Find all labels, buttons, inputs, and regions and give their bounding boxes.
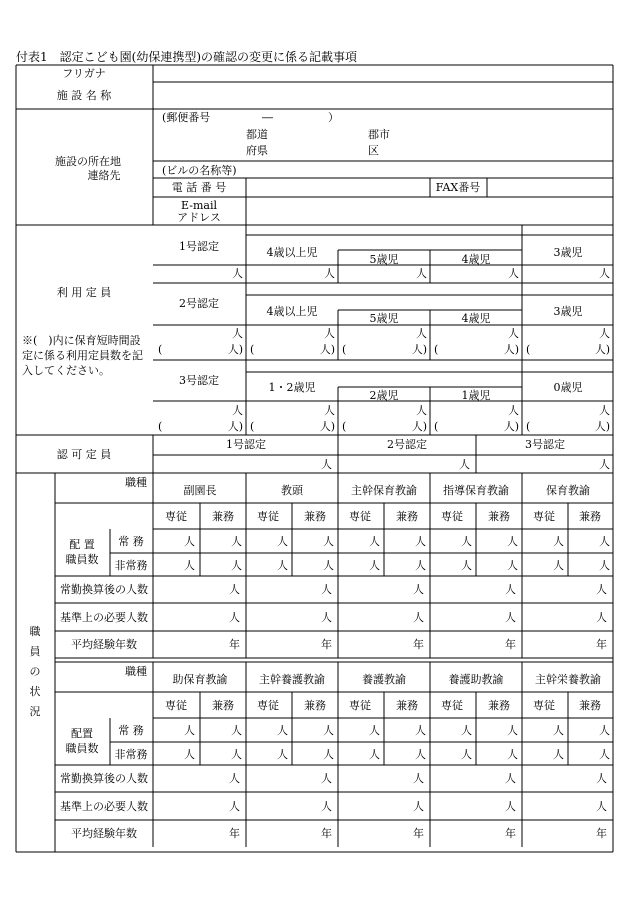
staff2-fte-unit: 人 xyxy=(413,772,424,785)
staff2-jokin-label: 常 務 xyxy=(118,724,144,737)
staff2-hijokin-label: 非常務 xyxy=(114,748,148,761)
cap1-unit: 人 xyxy=(232,267,243,280)
staff2-avg-exp-unit: 年 xyxy=(505,827,516,840)
staff1-hijokin-unit: 人 xyxy=(277,559,288,572)
cap1-unit: 人 xyxy=(599,267,610,280)
staff2-hijokin-unit: 人 xyxy=(553,748,564,761)
staff-label-char: 職 xyxy=(29,625,41,638)
staff1-fte-label: 常勤換算後の人数 xyxy=(60,583,148,596)
staff2-role: 養護助教諭 xyxy=(448,673,504,686)
staff2-avg-exp-label: 平均経験年数 xyxy=(71,827,137,840)
staff1-avg-exp-unit: 年 xyxy=(596,638,607,651)
staff1-required-label: 基準上の必要人数 xyxy=(60,611,148,624)
contact-label: 連絡先 xyxy=(87,169,121,182)
staff1-fte-unit: 人 xyxy=(505,583,516,596)
staff2-jokin-unit: 人 xyxy=(415,724,426,737)
capacity-label: 利 用 定 員 xyxy=(56,286,112,299)
staff1-hijokin-unit: 人 xyxy=(323,559,334,572)
city-label-1: 郡市 xyxy=(368,128,390,141)
cap2-age5-label: 5歳児 xyxy=(369,312,399,325)
cap3-paren-open: ( xyxy=(342,420,347,433)
staff2-jokin-unit: 人 xyxy=(277,724,288,737)
cap-nin1-label: 1号認定 xyxy=(179,240,219,253)
staff1-hijokin-label: 非常務 xyxy=(114,559,148,572)
staff2-required-unit: 人 xyxy=(321,800,332,813)
approved-nin2-label: 2号認定 xyxy=(387,438,427,451)
building-label: (ビルの名称等) xyxy=(162,164,237,177)
prefecture-label-2: 府県 xyxy=(246,144,268,157)
form-title: 付表1 認定こども園(幼保連携型)の確認の変更に係る記載事項 xyxy=(16,50,358,64)
staff2-fte-unit: 人 xyxy=(229,772,240,785)
cap3-paren-open: ( xyxy=(526,420,531,433)
postal-dash: ― xyxy=(262,111,273,124)
staff1-role: 教頭 xyxy=(281,484,303,497)
staff1-hijokin-unit: 人 xyxy=(231,559,242,572)
staff2-senju: 専従 xyxy=(441,699,463,712)
staff1-avg-exp-unit: 年 xyxy=(229,638,240,651)
cap3-age12-label: 1・2歳児 xyxy=(268,381,316,394)
staff1-senju: 専従 xyxy=(257,510,279,523)
cap2-paren-open: ( xyxy=(434,343,439,356)
postal-close: ） xyxy=(328,111,339,124)
cap-nin2-label: 2号認定 xyxy=(179,297,219,310)
cap3-paren-close: 人) xyxy=(411,420,427,433)
staff2-required-unit: 人 xyxy=(229,800,240,813)
staff1-required-unit: 人 xyxy=(505,611,516,624)
cap1-age5-label: 5歳児 xyxy=(369,253,399,266)
staff2-jokin-unit: 人 xyxy=(184,724,195,737)
staff1-kenmu: 兼務 xyxy=(304,510,326,523)
staff2-hijokin-unit: 人 xyxy=(415,748,426,761)
staff1-jokin-unit: 人 xyxy=(553,535,564,548)
cap2-unit: 人 xyxy=(599,327,610,340)
staff2-role: 主幹養護教諭 xyxy=(259,673,325,686)
cap2-age4-label: 4歳以上児 xyxy=(266,305,318,318)
cap2-paren-open: ( xyxy=(526,343,531,356)
staff2-hijokin-unit: 人 xyxy=(369,748,380,761)
email-label-2: アドレス xyxy=(177,211,221,224)
staff1-jokin-label: 常 務 xyxy=(118,535,144,548)
cap3-unit: 人 xyxy=(508,404,519,417)
cap2-paren-open: ( xyxy=(342,343,347,356)
staff2-hijokin-unit: 人 xyxy=(231,748,242,761)
cap2-unit: 人 xyxy=(324,327,335,340)
staff1-required-unit: 人 xyxy=(321,611,332,624)
staff1-role: 保育教諭 xyxy=(546,484,590,497)
cap2-paren-close: 人) xyxy=(319,343,335,356)
staff1-role: 主幹保育教諭 xyxy=(351,484,417,497)
staff1-role: 指導保育教諭 xyxy=(443,484,509,497)
cap1-unit: 人 xyxy=(416,267,427,280)
staff1-hijokin-unit: 人 xyxy=(369,559,380,572)
cap2-unit: 人 xyxy=(232,327,243,340)
cap-nin3-label: 3号認定 xyxy=(179,374,219,387)
staff1-jokin-unit: 人 xyxy=(323,535,334,548)
staff2-kenmu: 兼務 xyxy=(488,699,510,712)
staff1-kenmu: 兼務 xyxy=(488,510,510,523)
cap3-age0-label: 0歳児 xyxy=(553,381,583,394)
cap3-age1-label: 1歳児 xyxy=(461,389,491,402)
staff1-shokushu-label: 職種 xyxy=(125,476,147,489)
staff1-jokin-unit: 人 xyxy=(184,535,195,548)
capacity-note-3: 入してください。 xyxy=(22,364,110,377)
staff2-senju: 専従 xyxy=(257,699,279,712)
staff1-jokin-unit: 人 xyxy=(415,535,426,548)
approved-nin1-label: 1号認定 xyxy=(226,438,266,451)
staff1-avg-exp-unit: 年 xyxy=(505,638,516,651)
email-label-1: E-mail xyxy=(181,199,217,212)
cap1-unit: 人 xyxy=(508,267,519,280)
cap2-paren-open: ( xyxy=(158,343,163,356)
cap2-paren-close: 人) xyxy=(411,343,427,356)
staff1-kenmu: 兼務 xyxy=(579,510,601,523)
cap1-age4-label: 4歳以上児 xyxy=(266,246,318,259)
staff2-jokin-unit: 人 xyxy=(507,724,518,737)
staff2-kenmu: 兼務 xyxy=(396,699,418,712)
cap2-paren-close: 人) xyxy=(227,343,243,356)
staff2-avg-exp-unit: 年 xyxy=(321,827,332,840)
staff-label-char: 状 xyxy=(29,685,41,698)
staff1-senju: 専従 xyxy=(441,510,463,523)
staff-label-char: 員 xyxy=(29,645,41,658)
staff2-hijokin-unit: 人 xyxy=(277,748,288,761)
cap3-unit: 人 xyxy=(324,404,335,417)
staff1-avg-exp-unit: 年 xyxy=(413,638,424,651)
prefecture-label-1: 都道 xyxy=(246,128,268,141)
staff1-kenmu: 兼務 xyxy=(396,510,418,523)
staff1-fte-unit: 人 xyxy=(321,583,332,596)
approved-label: 認 可 定 員 xyxy=(56,448,112,461)
staff2-role: 養護教諭 xyxy=(362,673,406,686)
staff2-required-unit: 人 xyxy=(505,800,516,813)
cap2-unit: 人 xyxy=(416,327,427,340)
furigana-label: フリガナ xyxy=(62,67,106,80)
cap2-paren-open: ( xyxy=(250,343,255,356)
staff2-haichi-1: 配置 xyxy=(71,727,93,740)
cap1-unit: 人 xyxy=(324,267,335,280)
staff2-avg-exp-unit: 年 xyxy=(413,827,424,840)
staff2-kenmu: 兼務 xyxy=(304,699,326,712)
cap3-unit: 人 xyxy=(599,404,610,417)
staff1-jokin-unit: 人 xyxy=(277,535,288,548)
staff2-jokin-unit: 人 xyxy=(553,724,564,737)
postal-label: (郵便番号 xyxy=(162,111,211,124)
cap1-age3-label: 3歳児 xyxy=(553,246,583,259)
staff1-fte-unit: 人 xyxy=(229,583,240,596)
cap3-paren-close: 人) xyxy=(594,420,610,433)
cap3-paren-open: ( xyxy=(250,420,255,433)
staff2-hijokin-unit: 人 xyxy=(184,748,195,761)
staff2-kenmu: 兼務 xyxy=(579,699,601,712)
staff1-hijokin-unit: 人 xyxy=(184,559,195,572)
staff2-required-label: 基準上の必要人数 xyxy=(60,800,148,813)
approved-unit: 人 xyxy=(459,458,470,471)
staff-label-char: の xyxy=(29,665,41,678)
staff2-hijokin-unit: 人 xyxy=(323,748,334,761)
staff1-fte-unit: 人 xyxy=(596,583,607,596)
staff2-jokin-unit: 人 xyxy=(369,724,380,737)
cap3-paren-open: ( xyxy=(434,420,439,433)
facility-name-label: 施 設 名 称 xyxy=(56,89,112,102)
staff1-senju: 専従 xyxy=(165,510,187,523)
cap2-age3-label: 3歳児 xyxy=(553,305,583,318)
fax-label: FAX番号 xyxy=(435,181,481,194)
staff1-avg-exp-unit: 年 xyxy=(321,638,332,651)
staff2-fte-label: 常勤換算後の人数 xyxy=(60,772,148,785)
staff2-haichi-2: 職員数 xyxy=(65,742,99,755)
cap3-paren-close: 人) xyxy=(503,420,519,433)
staff1-fte-unit: 人 xyxy=(413,583,424,596)
staff1-haichi-1: 配 置 xyxy=(69,538,95,551)
cap2-paren-close: 人) xyxy=(503,343,519,356)
staff1-jokin-unit: 人 xyxy=(599,535,610,548)
staff1-required-unit: 人 xyxy=(413,611,424,624)
staff-label-char: 況 xyxy=(29,705,41,718)
tel-label: 電 話 番 号 xyxy=(171,181,227,194)
staff2-senju: 専従 xyxy=(349,699,371,712)
cap2-age4b-label: 4歳児 xyxy=(461,312,491,325)
staff2-fte-unit: 人 xyxy=(505,772,516,785)
staff1-hijokin-unit: 人 xyxy=(507,559,518,572)
staff2-required-unit: 人 xyxy=(413,800,424,813)
staff2-avg-exp-unit: 年 xyxy=(596,827,607,840)
staff2-role: 主幹栄養教諭 xyxy=(535,673,601,686)
staff1-senju: 専従 xyxy=(533,510,555,523)
staff2-senju: 専従 xyxy=(533,699,555,712)
staff2-kenmu: 兼務 xyxy=(212,699,234,712)
staff2-shokushu-label: 職種 xyxy=(125,665,147,678)
staff2-hijokin-unit: 人 xyxy=(461,748,472,761)
staff1-senju: 専従 xyxy=(349,510,371,523)
location-label: 施設の所在地 xyxy=(55,155,121,168)
cap3-paren-close: 人) xyxy=(319,420,335,433)
staff1-jokin-unit: 人 xyxy=(507,535,518,548)
staff2-hijokin-unit: 人 xyxy=(599,748,610,761)
cap3-unit: 人 xyxy=(232,404,243,417)
staff1-haichi-2: 職員数 xyxy=(65,553,99,566)
staff1-required-unit: 人 xyxy=(596,611,607,624)
staff2-jokin-unit: 人 xyxy=(323,724,334,737)
cap3-unit: 人 xyxy=(416,404,427,417)
staff2-senju: 専従 xyxy=(165,699,187,712)
staff2-role: 助保育教諭 xyxy=(172,673,228,686)
staff2-required-unit: 人 xyxy=(596,800,607,813)
cap3-paren-open: ( xyxy=(158,420,163,433)
cap3-paren-close: 人) xyxy=(227,420,243,433)
staff1-hijokin-unit: 人 xyxy=(461,559,472,572)
staff1-hijokin-unit: 人 xyxy=(415,559,426,572)
approved-nin3-label: 3号認定 xyxy=(525,438,565,451)
cap3-age2-label: 2歳児 xyxy=(369,389,399,402)
staff2-jokin-unit: 人 xyxy=(599,724,610,737)
cap1-age4b-label: 4歳児 xyxy=(461,253,491,266)
staff2-fte-unit: 人 xyxy=(596,772,607,785)
capacity-note-1: ※( )内に保育短時間設 xyxy=(22,334,141,347)
staff1-avg-exp-label: 平均経験年数 xyxy=(71,638,137,651)
staff1-hijokin-unit: 人 xyxy=(553,559,564,572)
staff1-hijokin-unit: 人 xyxy=(599,559,610,572)
staff1-jokin-unit: 人 xyxy=(369,535,380,548)
staff2-fte-unit: 人 xyxy=(321,772,332,785)
staff2-hijokin-unit: 人 xyxy=(507,748,518,761)
staff1-required-unit: 人 xyxy=(229,611,240,624)
city-label-2: 区 xyxy=(368,144,379,157)
staff1-role: 副園長 xyxy=(183,484,217,497)
staff2-jokin-unit: 人 xyxy=(231,724,242,737)
approved-unit: 人 xyxy=(599,458,610,471)
staff1-kenmu: 兼務 xyxy=(212,510,234,523)
cap2-unit: 人 xyxy=(508,327,519,340)
staff2-avg-exp-unit: 年 xyxy=(229,827,240,840)
staff1-jokin-unit: 人 xyxy=(231,535,242,548)
staff1-jokin-unit: 人 xyxy=(461,535,472,548)
staff2-jokin-unit: 人 xyxy=(461,724,472,737)
approved-unit: 人 xyxy=(321,458,332,471)
cap2-paren-close: 人) xyxy=(594,343,610,356)
capacity-note-2: 定に係る利用定員数を記 xyxy=(22,349,143,362)
